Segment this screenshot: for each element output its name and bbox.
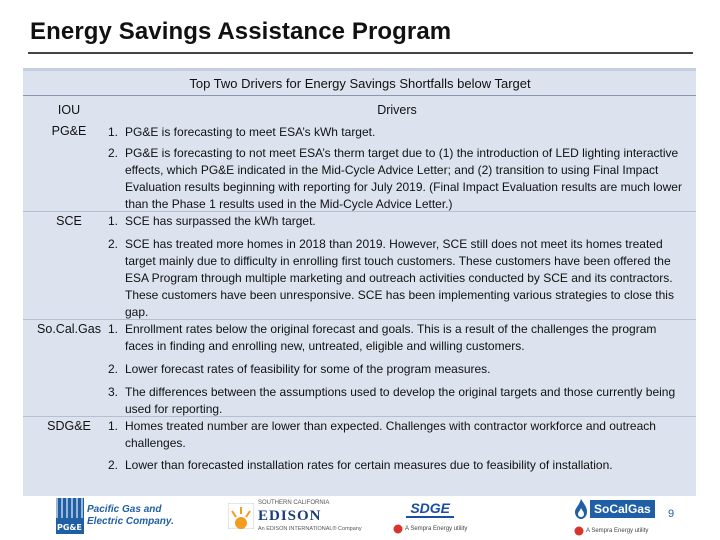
edison-sun-icon [228, 503, 254, 529]
pge-mark-icon: PG&E [56, 498, 84, 534]
item-number: 2. [108, 362, 119, 376]
sdge-sub-text: A Sempra Energy utility [405, 526, 468, 532]
item-text: Homes treated number are lower than expected. Challenges with contractor workforce and outreach challenges. [125, 419, 656, 450]
item-text: Lower forecast rates of feasibility for some of the program measures. [125, 362, 491, 376]
item-text: PG&E is forecasting to not meet ESA’s therm target due to (1) the introduction of LED lighting interactive effects, which PG&E indicated in the Mid-Cycle Advice Letter; and (2) transition to using Final Impact Evaluation results beginning with reporting for July 2019. (Final Impact Evaluation results are much lower than the Phase 1 results used in the Mid-Cycle Advice Letter.) [125, 146, 682, 211]
pge-name-line2: Electric Company. [87, 516, 174, 527]
sdge-wordmark: SDGE [406, 500, 454, 518]
page-number: 9 [668, 508, 675, 520]
list-item [108, 145, 686, 213]
item-number: 3. [108, 385, 119, 399]
row-divider [23, 416, 696, 417]
item-number: 1. [108, 322, 119, 336]
list-item [108, 213, 686, 230]
pge-name-line1: Pacific Gas and [87, 504, 162, 515]
list-item [108, 124, 686, 141]
sempra-icon [574, 526, 584, 536]
edison-logo [228, 498, 362, 534]
row-divider [23, 211, 696, 212]
list-item [108, 361, 686, 378]
iou-socalgas: So.Cal.Gas [37, 322, 101, 336]
pge-logo [56, 498, 174, 534]
item-number: 1. [108, 419, 119, 433]
socalgas-logo [574, 498, 655, 536]
item-text: The differences between the assumptions used to develop the original targets and those currently being used for reporting. [125, 385, 676, 416]
item-number: 1. [108, 125, 119, 139]
iou-sdge: SDG&E [47, 419, 91, 433]
caption-divider [23, 95, 696, 96]
iou-sce: SCE [56, 214, 82, 228]
edison-name: EDISON [258, 508, 322, 524]
sdge-logo [393, 500, 467, 534]
socalgas-sub-text: A Sempra Energy utility [586, 528, 649, 534]
item-text: PG&E is forecasting to meet ESA’s kWh target. [125, 125, 376, 139]
item-number: 1. [108, 214, 119, 228]
item-number: 2. [108, 458, 119, 472]
header-iou: IOU [57, 103, 81, 117]
title-divider [28, 52, 693, 54]
edison-top-text: SOUTHERN CALIFORNIA [258, 500, 330, 506]
list-item [108, 236, 686, 321]
edison-sub-text: An EDISON INTERNATIONAL® Company [258, 526, 362, 532]
header-drivers: Drivers [377, 103, 417, 117]
list-item [108, 418, 686, 452]
item-text: SCE has surpassed the kWh target. [125, 214, 316, 228]
page-title: Energy Savings Assistance Program [30, 18, 452, 45]
socalgas-wordmark: SoCalGas [590, 500, 655, 518]
list-item [108, 321, 686, 355]
row-divider [23, 319, 696, 320]
item-number: 2. [108, 146, 119, 160]
flame-icon [574, 498, 588, 520]
item-text: Enrollment rates below the original forecast and goals. This is a result of the challenges the program faces in finding and enrolling new, untreated, eligible and willing customers. [125, 322, 657, 353]
item-number: 2. [108, 237, 119, 251]
table-caption: Top Two Drivers for Energy Savings Shortfalls below Target [189, 76, 531, 91]
list-item [108, 457, 686, 474]
iou-pge: PG&E [51, 124, 87, 138]
list-item [108, 384, 686, 418]
item-text: SCE has treated more homes in 2018 than 2019. However, SCE still does not meet its homes treated target mainly due to difficulty in enrolling first touch customers. These customers have been offered the ESA Program through multiple marketing and outreach activities conducted by SCE and its contractors. These customers have been unresponsive. SCE has been implementing various strategies to close this gap. [125, 237, 674, 319]
item-text: Lower than forecasted installation rates for certain measures due to feasibility of installation. [125, 458, 613, 472]
sempra-icon [393, 524, 403, 534]
